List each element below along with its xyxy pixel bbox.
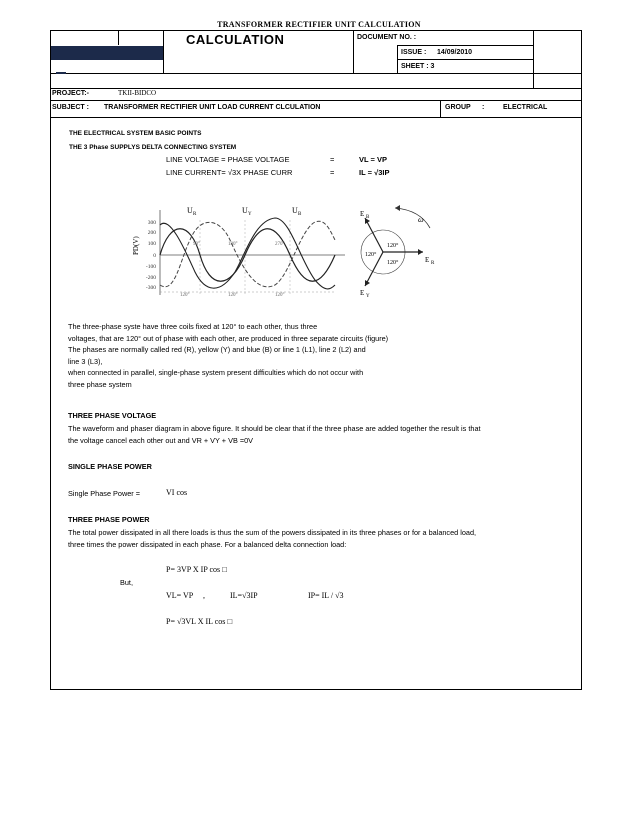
y-tick: 300 (147, 220, 156, 226)
ip-equation: IP= IL / √3 (308, 591, 344, 600)
paragraph-line: line 3 (L3), (68, 356, 103, 366)
three-phase-figure (125, 200, 455, 300)
header-top-border (50, 30, 582, 31)
issue-label: ISSUE : (401, 49, 427, 56)
wave-label-b: U (292, 206, 298, 215)
phasor-angle-label: 120° (365, 252, 377, 258)
header-divider (118, 30, 119, 45)
angle-90-label: 90° (193, 242, 200, 247)
three-phase-power-formula: P= 3VP X IP cos □ (166, 565, 227, 574)
phasor-label-b: E (360, 210, 365, 218)
subject-value: TRANSFORMER RECTIFIER UNIT LOAD CURRENT CLCULATION (104, 104, 321, 111)
company-logo (51, 46, 163, 60)
line-current-result: IL = √3IP (359, 168, 390, 177)
wave-label-r: U (187, 206, 193, 215)
header-divider (397, 45, 533, 46)
line-voltage-result: VL = VP (359, 155, 388, 164)
y-ticks (146, 220, 156, 291)
three-phase-power-formula-2: P= √3VL X IL cos □ (166, 617, 233, 626)
intro-paragraph (68, 321, 388, 390)
phasor-label-r: E (425, 256, 430, 264)
angle-120-label: 120° (275, 293, 285, 298)
paragraph-line: The waveform and phaser diagram in above figure. It should be clear that if the three phase are added together the result is that (68, 424, 481, 433)
basics-line-1: THE ELECTRICAL SYSTEM BASIC POINTS (69, 130, 202, 137)
calculation-title: CALCULATION (186, 32, 285, 47)
wave-sub-b: B (298, 212, 302, 217)
project-label: PROJECT:- (52, 90, 89, 97)
angle-180-label: 180° (228, 242, 238, 247)
header-divider (50, 117, 582, 118)
frame-bottom-border (50, 689, 582, 690)
three-phase-voltage-heading: THREE PHASE VOLTAGE (68, 411, 157, 420)
three-phase-power-text (68, 527, 578, 550)
phasor-sub-y: Y (366, 294, 370, 299)
wave-label-y: U (242, 206, 248, 215)
line-current-equals: = (330, 168, 335, 177)
paragraph-line: the voltage cancel each other out and VR + VY + VB =0V (68, 435, 254, 445)
wave-sub-r: R (193, 212, 197, 217)
y-tick: 0 (153, 253, 156, 259)
y-axis-label: PD(V) (132, 236, 140, 255)
paragraph-line: The three-phase syste have three coils fixed at 120° to each other, thus three (68, 322, 318, 331)
il-equation: IL=√3IP (230, 591, 258, 600)
logo-mark (56, 72, 66, 74)
phasor-angle-label: 120° (387, 243, 399, 249)
wave-b (160, 218, 335, 289)
single-phase-power-heading: SINGLE PHASE POWER (68, 462, 152, 471)
group-separator: : (482, 104, 485, 111)
omega-label: ω (418, 215, 424, 224)
paragraph-line: three phase system (68, 379, 132, 389)
paragraph-line: The total power dissipated in all there loads is thus the sum of the powers dissipated in its three phases or for a balanced load, (68, 528, 477, 537)
header-divider (397, 59, 533, 60)
group-value: ELECTRICAL (503, 104, 548, 111)
paragraph-line: The phases are normally called red (R), yellow (Y) and blue (B) or line 1 (L1), line 2 (L2) and (68, 345, 366, 354)
three-phase-power-heading: THREE PHASE POWER (68, 515, 150, 524)
frame-left-border (50, 30, 51, 689)
y-tick: -100 (145, 264, 156, 270)
y-tick: -300 (145, 285, 156, 291)
phasor-angle-label: 120° (387, 260, 399, 266)
subject-label: SUBJECT : (52, 104, 89, 111)
header-divider (353, 30, 354, 73)
sheet-label: SHEET : 3 (401, 63, 435, 70)
line-current-equation: LINE CURRENT= √3X PHASE CURR (166, 168, 293, 177)
group-label: GROUP (445, 104, 471, 111)
phasor-sub-b: B (366, 215, 370, 220)
single-phase-power-label: Single Phase Power = (68, 489, 140, 498)
document-no-label: DOCUMENT NO. : (357, 34, 417, 41)
basics-line-2: THE 3 Phase SUPPLYS DELTA CONNECTING SYSTEM (69, 144, 237, 151)
three-phase-voltage-text (68, 423, 578, 446)
vl-equation: VL= VP , (166, 591, 205, 600)
angle-120-label: 120° (180, 293, 190, 298)
y-tick: 200 (147, 230, 156, 236)
frame-right-border (581, 30, 582, 689)
paragraph-line: three times the power dissipated in each phase. For a balanced delta connection load: (68, 539, 347, 549)
paragraph-line: voltages, that are 120° out of phase with each other, are produced in three separate circuits (figure) (68, 333, 389, 343)
y-tick: 100 (147, 241, 156, 247)
single-phase-power-formula: VI cos (166, 488, 188, 497)
wave-sub-y: Y (248, 212, 252, 217)
header-divider (50, 100, 582, 101)
y-tick: -200 (145, 275, 156, 281)
line-voltage-equation: LINE VOLTAGE = PHASE VOLTAGE (166, 155, 290, 164)
but-label: But, (120, 578, 133, 587)
line-voltage-equals: = (330, 155, 335, 164)
header-divider (533, 30, 534, 88)
angle-270-label: 270° (275, 242, 285, 247)
header-divider (440, 100, 441, 117)
page-title: TRANSFORMER RECTIFIER UNIT CALCULATION (217, 20, 421, 29)
issue-date: 14/09/2010 (437, 49, 473, 56)
project-value: TKII-BIDCO (118, 89, 157, 97)
phasor-sub-r: R (431, 261, 435, 266)
header-divider (50, 73, 582, 74)
angle-120-label: 120° (228, 293, 238, 298)
paragraph-line: when connected in parallel, single-phase system present difficulties which do not occur with (68, 368, 364, 377)
phasor-label-y: E (360, 289, 365, 297)
header-divider (163, 30, 164, 73)
